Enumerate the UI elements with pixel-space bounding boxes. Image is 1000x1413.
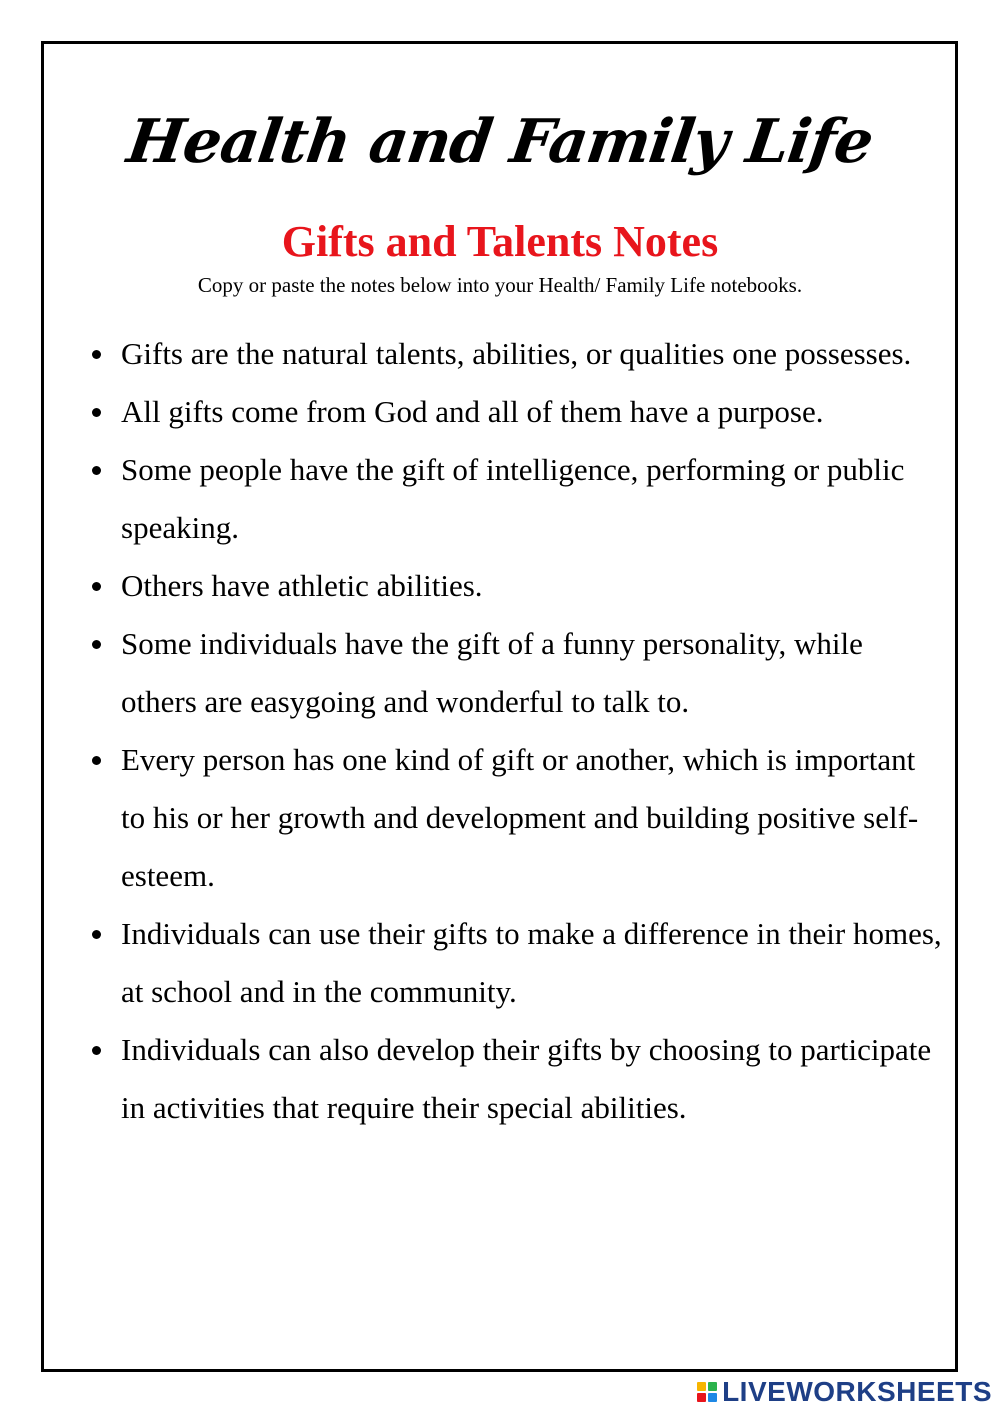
bullet-icon xyxy=(92,756,101,765)
page-title: Health and Family Life xyxy=(123,107,877,178)
logo-square xyxy=(708,1393,717,1402)
liveworksheets-watermark[interactable] xyxy=(697,1374,992,1410)
note-text: All gifts come from God and all of them have a purpose. xyxy=(121,394,824,429)
bullet-icon xyxy=(92,408,101,417)
note-item xyxy=(84,731,944,905)
bullet-icon xyxy=(92,466,101,475)
note-text: Individuals can use their gifts to make a difference in their homes, at school and in the community. xyxy=(121,916,942,1009)
note-item xyxy=(84,383,944,441)
subtitle: Gifts and Talents Notes xyxy=(281,216,719,266)
logo-square xyxy=(708,1382,717,1391)
bullet-icon xyxy=(92,1046,101,1055)
bullet-icon xyxy=(92,930,101,939)
bullet-icon xyxy=(92,582,101,591)
note-item xyxy=(84,325,944,383)
bullet-icon xyxy=(92,350,101,359)
note-item xyxy=(84,557,944,615)
note-text: Some individuals have the gift of a funny personality, while others are easygoing and wonderful to talk to. xyxy=(121,626,863,719)
note-text: Others have athletic abilities. xyxy=(121,568,483,603)
note-item xyxy=(84,615,944,731)
note-item xyxy=(84,1021,944,1137)
logo-square xyxy=(697,1393,706,1402)
instructions-text: Copy or paste the notes below into your Health/ Family Life notebooks. xyxy=(197,273,803,297)
note-text: Individuals can also develop their gifts by choosing to participate in activities that require their special abilities. xyxy=(121,1032,932,1125)
note-text: Some people have the gift of intelligence, performing or public speaking. xyxy=(121,452,905,545)
note-text: Gifts are the natural talents, abilities, or qualities one possesses. xyxy=(121,336,912,371)
note-text: Every person has one kind of gift or another, which is important to his or her growth and development and building positive self-esteem. xyxy=(121,742,919,893)
logo-square xyxy=(697,1382,706,1391)
liveworksheets-logo-icon xyxy=(697,1382,717,1402)
bullet-icon xyxy=(92,640,101,649)
note-item xyxy=(84,441,944,557)
brand-text: LIVEWORKSHEETS xyxy=(722,1376,992,1407)
note-item xyxy=(84,905,944,1021)
notes-list xyxy=(84,325,944,1137)
